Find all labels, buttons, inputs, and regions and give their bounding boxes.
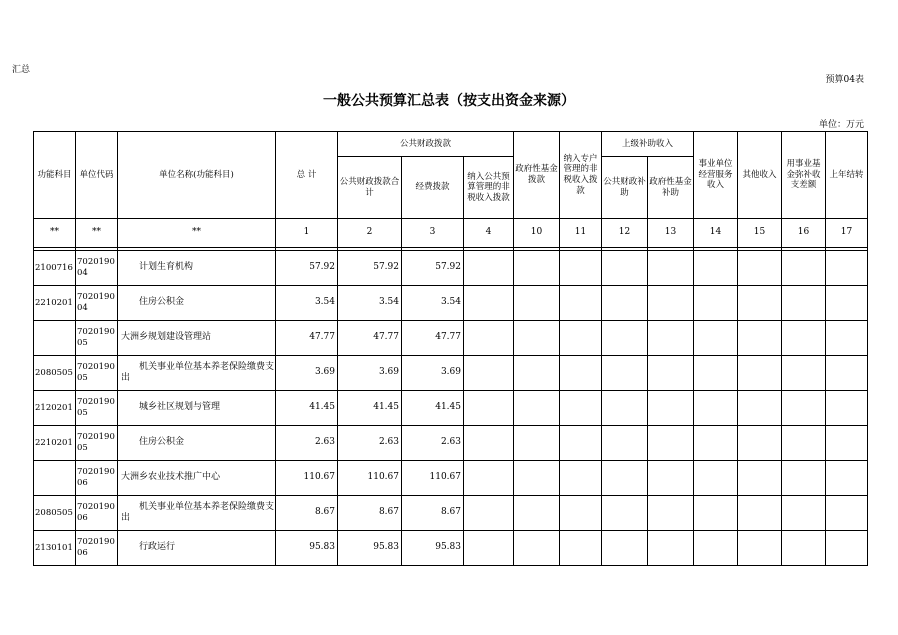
empty-cell [738, 461, 782, 496]
empty-cell [826, 251, 868, 286]
unit-label: 单位：万元 [818, 120, 864, 130]
empty-cell [648, 251, 694, 286]
empty-cell [782, 496, 826, 531]
empty-cell [694, 531, 738, 566]
index-cell: 15 [738, 219, 782, 248]
empty-cell [826, 426, 868, 461]
empty-cell [464, 496, 514, 531]
empty-cell [514, 286, 560, 321]
unit-code-cell: 702019005 [76, 391, 118, 426]
funds-cell: 8.67 [402, 496, 464, 531]
total-cell: 41.45 [276, 391, 338, 426]
empty-cell [648, 461, 694, 496]
table-row [34, 496, 868, 531]
public-fiscal-total-cell: 2.63 [338, 426, 402, 461]
table-row [34, 391, 868, 426]
public-fiscal-total-cell: 57.92 [338, 251, 402, 286]
table-row [34, 286, 868, 321]
func-code-cell: 2100716 [34, 251, 76, 286]
empty-cell [602, 251, 648, 286]
empty-cell [514, 251, 560, 286]
empty-cell [826, 496, 868, 531]
total-cell: 47.77 [276, 321, 338, 356]
public-fiscal-total-cell: 110.67 [338, 461, 402, 496]
index-cell: 1 [276, 219, 338, 248]
unit-code-cell: 702019006 [76, 531, 118, 566]
empty-cell [560, 531, 602, 566]
funds-cell: 110.67 [402, 461, 464, 496]
empty-cell [826, 461, 868, 496]
table-row [34, 426, 868, 461]
empty-cell [826, 356, 868, 391]
funds-cell: 3.69 [402, 356, 464, 391]
table-row [34, 531, 868, 566]
funds-cell: 3.54 [402, 286, 464, 321]
public-fiscal-total-cell: 3.54 [338, 286, 402, 321]
index-cell: 16 [782, 219, 826, 248]
unit-name-text: 机关事业单位基本养老保险缴费支出 [121, 501, 275, 523]
empty-cell [648, 531, 694, 566]
empty-cell [602, 286, 648, 321]
empty-cell [694, 286, 738, 321]
unit-name-text: 住房公积金 [139, 297, 185, 308]
index-cell: 13 [648, 219, 694, 248]
empty-cell [602, 426, 648, 461]
empty-cell [782, 391, 826, 426]
total-cell: 3.54 [276, 286, 338, 321]
empty-cell [560, 391, 602, 426]
table-row [34, 321, 868, 356]
empty-cell [694, 391, 738, 426]
empty-cell [648, 321, 694, 356]
funds-cell: 95.83 [402, 531, 464, 566]
unit-name-text: 住房公积金 [139, 437, 185, 448]
unit-name-text: 行政运行 [139, 542, 176, 553]
func-code-cell: 2120201 [34, 391, 76, 426]
total-cell: 95.83 [276, 531, 338, 566]
empty-cell [782, 531, 826, 566]
header-carryover: 上年结转 [826, 132, 868, 219]
func-code-cell [34, 321, 76, 356]
empty-cell [694, 426, 738, 461]
index-cell: 14 [694, 219, 738, 248]
form-number: 预算04表 [825, 75, 864, 85]
empty-cell [560, 461, 602, 496]
total-cell: 57.92 [276, 251, 338, 286]
table-row [34, 356, 868, 391]
empty-cell [464, 426, 514, 461]
empty-cell [738, 356, 782, 391]
empty-cell [464, 531, 514, 566]
header-business-income: 事业单位经营服务收入 [694, 132, 738, 219]
empty-cell [464, 251, 514, 286]
empty-cell [738, 426, 782, 461]
unit-name-text: 城乡社区规划与管理 [139, 402, 221, 413]
total-cell: 3.69 [276, 356, 338, 391]
empty-cell [464, 321, 514, 356]
index-cell: ** [118, 219, 276, 248]
total-cell: 110.67 [276, 461, 338, 496]
unit-name-cell [118, 251, 276, 286]
unit-code-cell: 702019005 [76, 321, 118, 356]
header-total: 总 计 [276, 132, 338, 219]
empty-cell [782, 461, 826, 496]
header-public-fiscal: 公共财政拨款 [338, 132, 514, 157]
unit-code-cell: 702019006 [76, 461, 118, 496]
public-fiscal-total-cell: 3.69 [338, 356, 402, 391]
page-title: 一般公共预算汇总表（按支出资金来源） [323, 93, 575, 109]
empty-cell [602, 531, 648, 566]
unit-name-cell [118, 286, 276, 321]
index-cell: ** [34, 219, 76, 248]
func-code-cell [34, 461, 76, 496]
unit-code-cell: 702019005 [76, 426, 118, 461]
empty-cell [560, 251, 602, 286]
empty-cell [560, 321, 602, 356]
empty-cell [782, 321, 826, 356]
funds-cell: 41.45 [402, 391, 464, 426]
empty-cell [560, 426, 602, 461]
public-fiscal-total-cell: 95.83 [338, 531, 402, 566]
index-cell: 10 [514, 219, 560, 248]
header-public-fiscal-subsidy: 公共财政补助 [602, 157, 648, 219]
empty-cell [464, 356, 514, 391]
func-code-cell: 2080505 [34, 496, 76, 531]
empty-cell [514, 391, 560, 426]
unit-name-cell [118, 531, 276, 566]
unit-name-cell [118, 356, 276, 391]
unit-name-cell [118, 496, 276, 531]
public-fiscal-total-cell: 8.67 [338, 496, 402, 531]
unit-name-cell [118, 426, 276, 461]
empty-cell [738, 251, 782, 286]
empty-cell [782, 426, 826, 461]
corner-label-left: 汇总 [12, 65, 31, 75]
empty-cell [602, 356, 648, 391]
index-cell: 17 [826, 219, 868, 248]
index-cell: 11 [560, 219, 602, 248]
table-row [34, 251, 868, 286]
func-code-cell: 2080505 [34, 356, 76, 391]
empty-cell [560, 496, 602, 531]
empty-cell [738, 321, 782, 356]
empty-cell [738, 531, 782, 566]
empty-cell [738, 496, 782, 531]
empty-cell [826, 531, 868, 566]
header-other-income: 其他收入 [738, 132, 782, 219]
empty-cell [602, 496, 648, 531]
empty-cell [826, 321, 868, 356]
unit-code-cell: 702019006 [76, 496, 118, 531]
empty-cell [694, 321, 738, 356]
public-fiscal-total-cell: 41.45 [338, 391, 402, 426]
empty-cell [514, 496, 560, 531]
header-func-code: 功能科目 [34, 132, 76, 219]
unit-name-cell: 大洲乡规划建设管理站 [118, 321, 276, 356]
empty-cell [694, 356, 738, 391]
unit-code-cell: 702019004 [76, 251, 118, 286]
header-unit-name: 单位名称(功能科目) [118, 132, 276, 219]
empty-cell [648, 286, 694, 321]
header-funds: 经费拨款 [402, 157, 464, 219]
empty-cell [464, 391, 514, 426]
header-nontax: 纳入公共预算管理的非税收入拨款 [464, 157, 514, 219]
funds-cell: 47.77 [402, 321, 464, 356]
header-gov-fund-subsidy: 政府性基金补助 [648, 157, 694, 219]
unit-name-cell: 大洲乡农业技术推广中心 [118, 461, 276, 496]
table-row [34, 461, 868, 496]
unit-name-text: 机关事业单位基本养老保险缴费支出 [121, 361, 275, 383]
empty-cell [514, 426, 560, 461]
empty-cell [514, 531, 560, 566]
empty-cell [648, 496, 694, 531]
funds-cell: 2.63 [402, 426, 464, 461]
empty-cell [514, 356, 560, 391]
empty-cell [602, 391, 648, 426]
empty-cell [560, 356, 602, 391]
empty-cell [782, 356, 826, 391]
empty-cell [602, 321, 648, 356]
index-cell: 12 [602, 219, 648, 248]
empty-cell [602, 461, 648, 496]
empty-cell [694, 251, 738, 286]
header-unit-code: 单位代码 [76, 132, 118, 219]
empty-cell [694, 496, 738, 531]
empty-cell [782, 286, 826, 321]
empty-cell [738, 391, 782, 426]
index-cell: 4 [464, 219, 514, 248]
index-cell: 2 [338, 219, 402, 248]
empty-cell [648, 356, 694, 391]
empty-cell [514, 461, 560, 496]
empty-cell [648, 426, 694, 461]
empty-cell [560, 286, 602, 321]
empty-cell [826, 286, 868, 321]
unit-name-cell [118, 391, 276, 426]
public-fiscal-total-cell: 47.77 [338, 321, 402, 356]
unit-code-cell: 702019004 [76, 286, 118, 321]
budget-table [33, 131, 868, 566]
header-superior-subsidy: 上级补助收入 [602, 132, 694, 157]
unit-code-cell: 702019005 [76, 356, 118, 391]
empty-cell [738, 286, 782, 321]
empty-cell [782, 251, 826, 286]
empty-cell [514, 321, 560, 356]
index-cell: 3 [402, 219, 464, 248]
header-public-fiscal-total: 公共财政拨款合计 [338, 157, 402, 219]
total-cell: 2.63 [276, 426, 338, 461]
func-code-cell: 2210201 [34, 286, 76, 321]
func-code-cell: 2210201 [34, 426, 76, 461]
header-fund-offset: 用事业基金弥补收支差额 [782, 132, 826, 219]
header-gov-fund: 政府性基金拨款 [514, 132, 560, 219]
func-code-cell: 2130101 [34, 531, 76, 566]
index-cell: ** [76, 219, 118, 248]
empty-cell [648, 391, 694, 426]
empty-cell [694, 461, 738, 496]
empty-cell [464, 286, 514, 321]
column-index-row [34, 219, 868, 248]
empty-cell [464, 461, 514, 496]
funds-cell: 57.92 [402, 251, 464, 286]
header-special-nontax: 纳入专户管理的非税收入拨款 [560, 132, 602, 219]
empty-cell [826, 391, 868, 426]
unit-name-text: 计划生育机构 [139, 262, 194, 273]
total-cell: 8.67 [276, 496, 338, 531]
